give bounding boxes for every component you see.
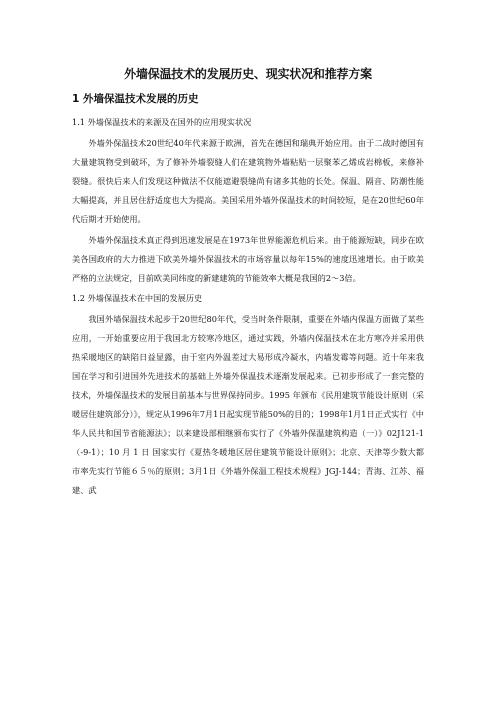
paragraph-1-2-a: 我国外墙保温技术起步于20世纪80年代，受当时条件限制，重要在外墙内保温方面做了某些应用，一开始重要应用于我国北方较寒冷地区，通过实践，外墙内保温技术在北方寒冷并采用供热采暖地区的缺陷日益显露，由于室内外温差过大易形成冷凝水，内墙发霉等问题。近十年来我国在学习和引进国外先进技术的基础上外墙外保温技术逐渐发展起来。已初步形成了一套完整的技术，外墙保温技术的发展目前基本与世界保持同步。1995 年颁布《民用建筑节能设计原则（采暖居住建筑部分）》，规定从1996年7月1日起实现节能50%的目的；1998年1月1日正式实行《中华人民共和国节省能源法》；以来建设部相继颁布实行了《外墙外保温建筑构造（一）》02J121-1（-9-1）；10 月 1 日 国家实行《夏热冬暖地区居住建筑节能设计原则》；北京、天津等少数大都市率先实行节能６５％的原则；3月1日《外墙外保温工程技术规程》JGJ-144；青海、江苏、福建、武 [72,314,424,495]
subsection-1-2-heading: 1.2 外墙保温技术在中国的发展历史 [72,293,203,303]
document-title: 外墙保温技术的发展历史、现实状况和推荐方案 [124,67,372,81]
paragraph-1-1-a: 外墙外保温技术20世纪40年代来源于欧洲，首先在德国和瑞典开始应用。由于二战时德国有大量建筑物受到破坏，为了修补外墙裂缝人们在建筑物外墙粘贴一层聚苯乙烯成岩棉板，来修补裂缝。很快后来人们发现这种做法不仅能遮避裂缝尚有诸多其他的长处。保温、隔音、防潮性能大幅提高，并且居住舒适度也大为提高。美国采用外墙外保温技术的时间较短，是在20世纪60年代后期才开始使用。 [72,138,424,224]
paragraph-1-1-b: 外墙外保温技术真正得到迅速发展是在1973年世界能源危机后来。由于能源短缺，同步在欧美各国政府的大力推进下欧美外墙外保温技术的市场容量以每年15%的速度迅速增长。由于欧美严格的立法规定，目前欧美同纬度的新建建筑的节能效率大概是我国的2～3倍。 [72,235,424,283]
section-1-heading: 1 外墙保温技术发展的历史 [72,93,199,105]
subsection-1-1-heading: 1.1 外墙保温技术的来源及在国外的应用现实状况 [72,117,252,127]
